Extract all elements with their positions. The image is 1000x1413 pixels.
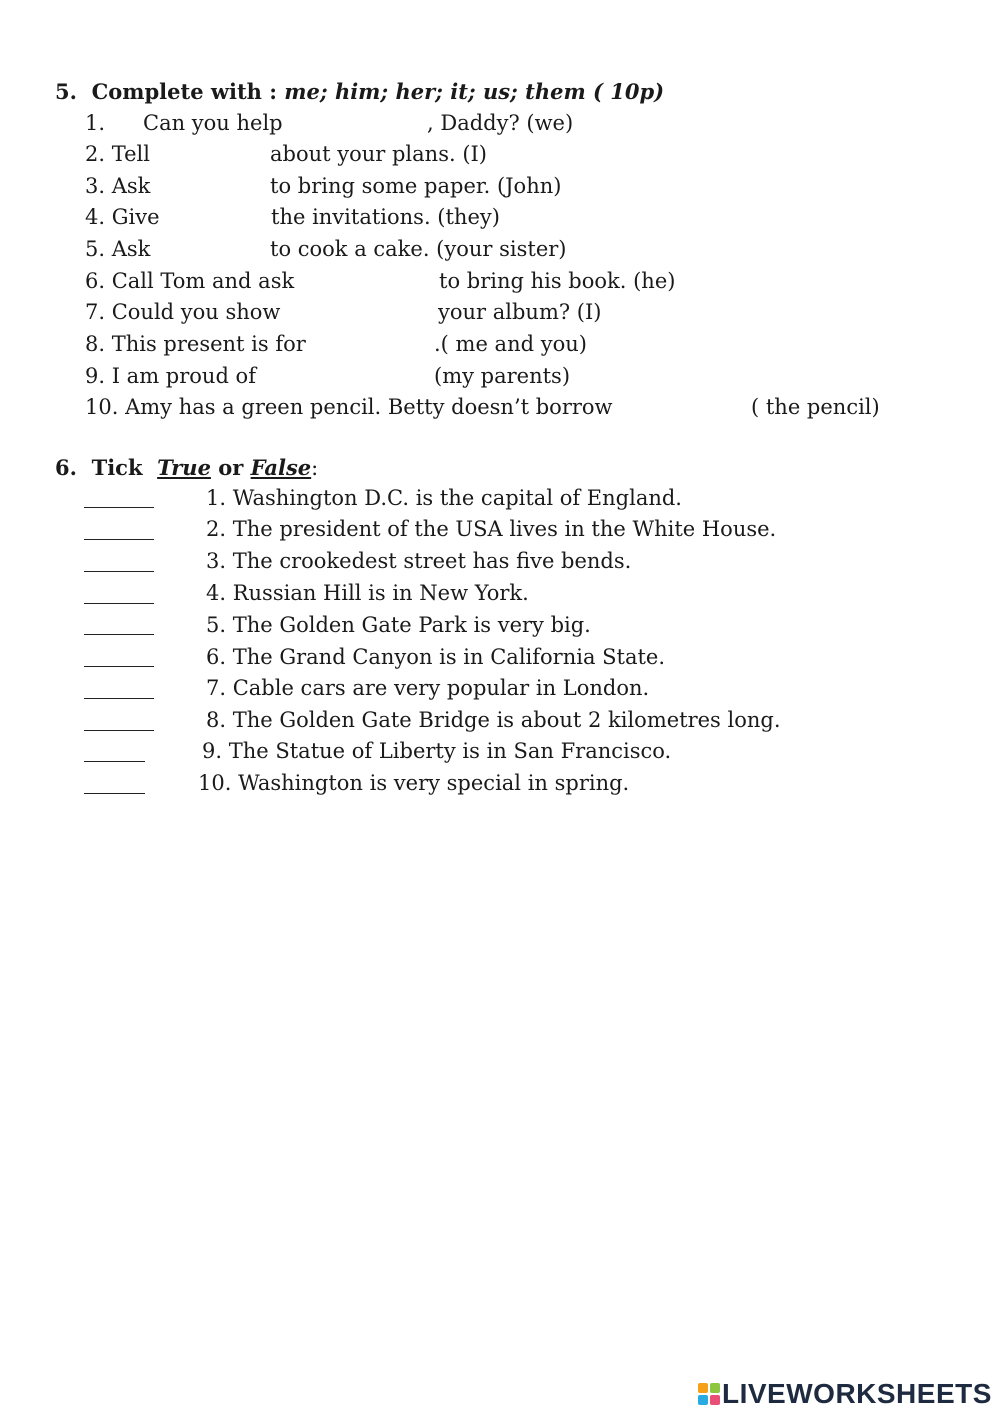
fill-item-4-prefix: 4. Give xyxy=(85,205,160,229)
false-word: False xyxy=(250,455,312,480)
tf-answer-blank-10[interactable] xyxy=(84,773,145,794)
fill-item-7-answer-input[interactable] xyxy=(280,294,430,320)
tf-statement-1: 1. Washington D.C. is the capital of England. xyxy=(206,486,682,510)
fill-item-1-prefix-number: 1. xyxy=(85,111,106,135)
fill-item-5-suffix: to cook a cake. (your sister) xyxy=(270,237,567,261)
tf-statement-10: 10. Washington is very special in spring. xyxy=(198,771,630,795)
fill-item-2-answer-input[interactable] xyxy=(150,136,260,162)
fill-item-10-prefix: 10. Amy has a green pencil. Betty doesn’t borrow xyxy=(85,395,613,419)
fill-item-3-suffix: to bring some paper. (John) xyxy=(270,174,562,198)
tf-answer-blank-4[interactable] xyxy=(84,583,154,604)
tf-statement-3: 3. The crookedest street has five bends. xyxy=(206,549,632,573)
tf-answer-blank-5[interactable] xyxy=(84,614,154,635)
fill-item-4-answer-input[interactable] xyxy=(158,199,262,225)
section-5-title: Complete with : xyxy=(91,79,277,104)
fill-item-1-prefix: Can you help xyxy=(143,111,283,135)
true-word: True xyxy=(157,455,211,480)
section-5-pronouns: me; him; her; it; us; them ( 10p) xyxy=(284,79,665,104)
tf-statement-5: 5. The Golden Gate Park is very big. xyxy=(206,613,591,637)
fill-item-9-suffix: (my parents) xyxy=(434,364,571,388)
logo-text: LIVEWORKSHEETS xyxy=(722,1378,992,1409)
tf-statement-2: 2. The president of the USA lives in the White House. xyxy=(206,517,777,541)
fill-item-8-prefix: 8. This present is for xyxy=(85,332,306,356)
heading-colon: : xyxy=(311,456,319,480)
logo-square xyxy=(698,1383,708,1393)
tf-answer-blank-2[interactable] xyxy=(84,519,154,540)
tf-statement-8: 8. The Golden Gate Bridge is about 2 kilometres long. xyxy=(206,708,781,732)
fill-item-1-suffix: , Daddy? (we) xyxy=(427,111,574,135)
fill-item-6-prefix: 6. Call Tom and ask xyxy=(85,269,295,293)
tf-statement-7: 7. Cable cars are very popular in London. xyxy=(206,676,650,700)
tf-statement-9: 9. The Statue of Liberty is in San Francisco. xyxy=(202,739,672,763)
logo-square xyxy=(710,1383,720,1393)
fill-item-6-answer-input[interactable] xyxy=(290,263,430,289)
fill-item-9-prefix: 9. I am proud of xyxy=(85,364,256,388)
tf-answer-blank-7[interactable] xyxy=(84,678,154,699)
logo-grid-icon xyxy=(698,1383,720,1405)
fill-item-8-answer-input[interactable] xyxy=(300,326,428,352)
fill-item-5-answer-input[interactable] xyxy=(150,231,260,257)
fill-item-6-suffix: to bring his book. (he) xyxy=(439,269,676,293)
fill-item-3-prefix: 3. Ask xyxy=(85,174,151,198)
logo-square xyxy=(698,1395,708,1405)
section-6-heading xyxy=(55,455,318,481)
fill-item-3-answer-input[interactable] xyxy=(150,168,260,194)
tf-answer-blank-1[interactable] xyxy=(84,487,154,508)
tf-statement-4: 4. Russian Hill is in New York. xyxy=(206,581,529,605)
fill-item-1-answer-input[interactable] xyxy=(290,104,420,130)
fill-item-8-suffix: .( me and you) xyxy=(434,332,587,356)
section-5-heading xyxy=(55,79,664,105)
tf-answer-blank-9[interactable] xyxy=(84,741,145,762)
tf-answer-blank-8[interactable] xyxy=(84,710,154,731)
fill-item-10-suffix: ( the pencil) xyxy=(751,395,880,419)
fill-item-7-suffix: your album? (I) xyxy=(438,300,602,324)
fill-item-2-suffix: about your plans. (I) xyxy=(270,142,488,166)
section-6-tick: Tick xyxy=(91,455,143,480)
fill-item-5-prefix: 5. Ask xyxy=(85,237,151,261)
fill-item-10-answer-input[interactable] xyxy=(585,389,740,415)
or-word: or xyxy=(218,455,244,480)
fill-item-9-answer-input[interactable] xyxy=(255,358,425,384)
fill-item-4-suffix: the invitations. (they) xyxy=(271,205,500,229)
section-6-number: 6. xyxy=(55,455,77,480)
tf-answer-blank-6[interactable] xyxy=(84,646,154,667)
logo-square xyxy=(710,1395,720,1405)
tf-statement-6: 6. The Grand Canyon is in California State. xyxy=(206,645,666,669)
fill-item-2-prefix: 2. Tell xyxy=(85,142,150,166)
liveworksheets-logo[interactable] xyxy=(698,1378,992,1410)
section-5-number: 5. xyxy=(55,79,77,104)
fill-item-7-prefix: 7. Could you show xyxy=(85,300,281,324)
tf-answer-blank-3[interactable] xyxy=(84,551,154,572)
